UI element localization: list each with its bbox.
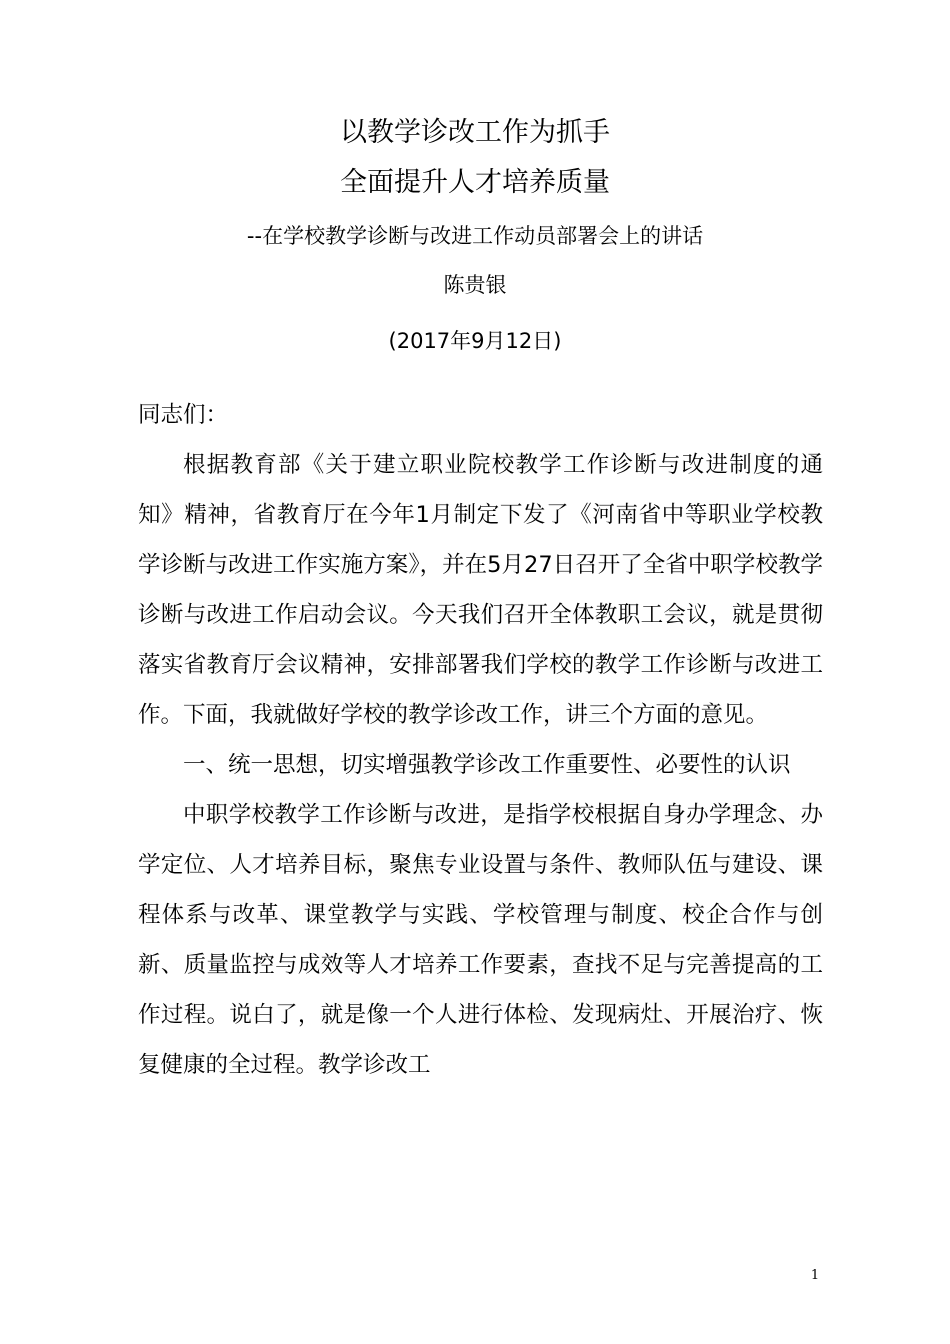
salutation: 同志们： — [138, 402, 229, 428]
section-heading-1: 一、统一思想，切实增强教学诊改工作重要性、必要性的认识 — [183, 752, 791, 778]
body-paragraph-section-1: 中职学校教学工作诊断与改进，是指学校根据自身办学理念、办学定位、人才培养目标，聚焦专业设置与条件、教师队伍与建设、课程体系与改革、课堂教学与实践、学校管理与制度、校企合作与创新、质量监控与成效等人才培养工作要素，查找不足与完善提高的工作过程。说白了，就是像一个人进行体检、发现病灶、开展治疗、恢复健康的全过程。教学诊改工 — [138, 802, 823, 1078]
body-paragraph-intro: 根据教育部《关于建立职业院校教学工作诊断与改进制度的通知》精神，省教育厅在今年1月制定下发了《河南省中等职业学校教学诊断与改进工作实施方案》，并在5月27日召开了全省中职学校教学诊断与改进工作启动会议。今天我们召开全体教职工会议，就是贯彻落实省教育厅会议精神，安排部署我们学校的教学工作诊断与改进工作。下面，我就做好学校的教学诊改工作，讲三个方面的意见。 — [138, 452, 823, 728]
speech-date: (2017年9月12日) — [388, 329, 562, 353]
page-number: 1 — [810, 1268, 820, 1283]
author-name: 陈贵银 — [443, 273, 507, 297]
document-title-line-1: 以教学诊改工作为抓手 — [340, 117, 610, 148]
document-title-line-2: 全面提升人才培养质量 — [340, 167, 610, 198]
document-subtitle: --在学校教学诊断与改进工作动员部署会上的讲话 — [246, 224, 704, 248]
document-body — [138, 390, 823, 1090]
